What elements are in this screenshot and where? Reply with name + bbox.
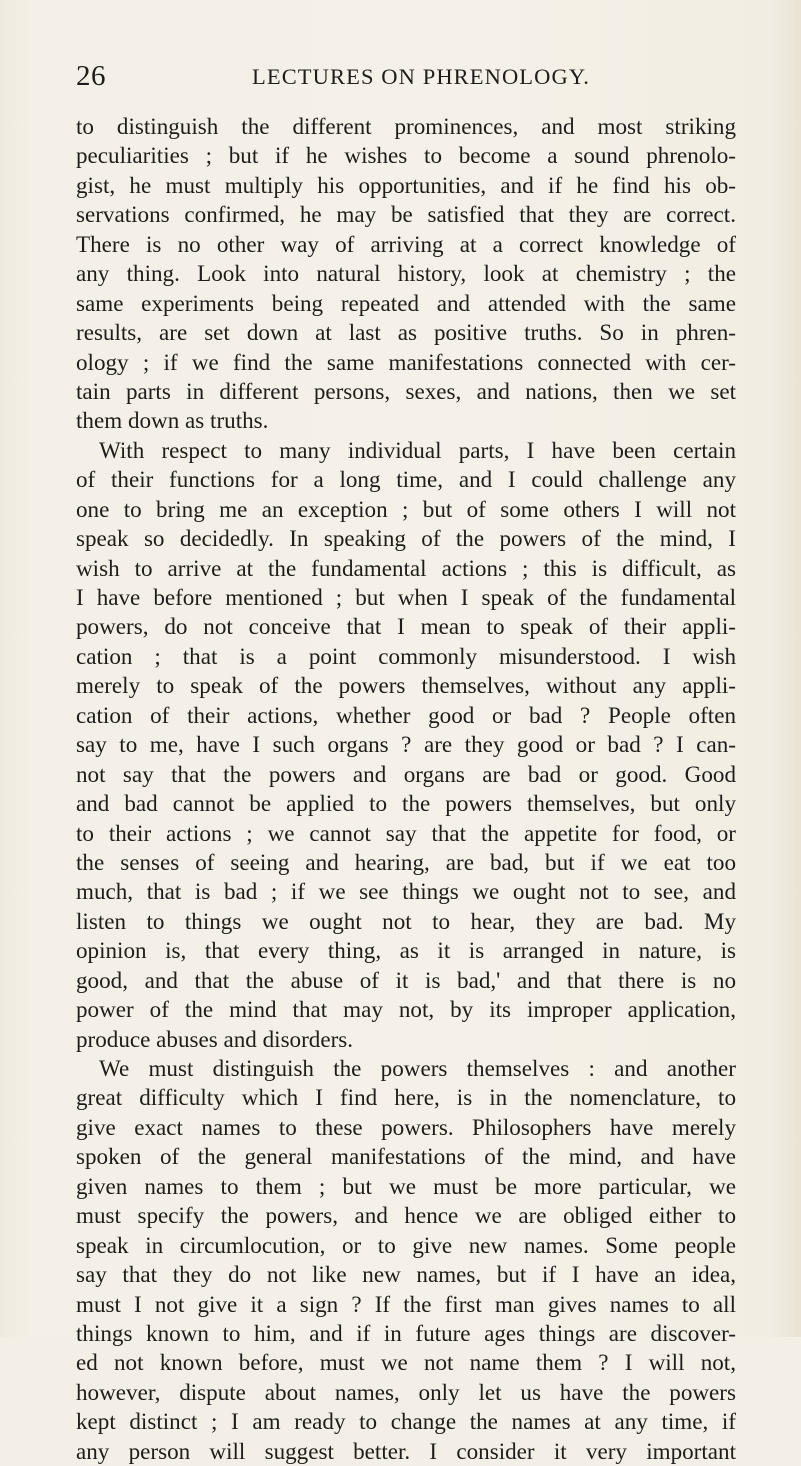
- running-title: LECTURES ON PHRENOLOGY.: [252, 64, 591, 89]
- text-line: much, that is bad ; if we see things we ought not to see, and: [76, 878, 736, 905]
- text-line: to distinguish the different prominences, and most striking: [76, 113, 736, 139]
- text-line: merely to speak of the powers themselves, without any appli-: [76, 672, 736, 699]
- text-line: same experiments being repeated and attended with the same: [76, 289, 736, 316]
- text-line: peculiarities ; but if he wishes to become a sound phrenolo-: [76, 142, 736, 169]
- text-line: speak in circumlocution, or to give new names. Some people: [76, 1231, 736, 1258]
- text-line: of their functions for a long time, and I could challenge any: [76, 466, 736, 493]
- text-line: With respect to many individual parts, I have been certain: [99, 436, 736, 463]
- text-line: things known to him, and if in future ages things are discover-: [76, 1319, 736, 1346]
- text-line: servations confirmed, he may be satisfied that they are correct.: [76, 201, 736, 228]
- page-number: 26: [76, 60, 106, 92]
- text-line: We must distinguish the powers themselves : and another: [99, 1055, 736, 1081]
- text-line: good, and that the abuse of it is bad,' and that there is no: [76, 966, 736, 993]
- text-line: ology ; if we find the same manifestations connected with cer-: [76, 348, 736, 375]
- text-line: powers, do not conceive that I mean to speak of their appli-: [76, 613, 736, 640]
- text-line: opinion is, that every thing, as it is arranged in nature, is: [76, 937, 736, 964]
- text-line: produce abuses and disorders.: [76, 1025, 354, 1052]
- text-line: any thing. Look into natural history, look at chemistry ; the: [76, 260, 736, 287]
- text-line: results, are set down at last as positive truths. So in phren-: [76, 319, 736, 346]
- text-line: power of the mind that may not, by its improper application,: [76, 996, 736, 1023]
- text-line: and bad cannot be applied to the powers themselves, but only: [76, 790, 736, 817]
- text-line: any person will suggest better. I consider it very important: [76, 1437, 736, 1464]
- text-line: kept distinct ; I am ready to change the names at any time, if: [76, 1408, 736, 1435]
- text-line: spoken of the general manifestations of the mind, and have: [76, 1143, 736, 1170]
- text-line: great difficulty which I find here, is in the nomenclature, to: [76, 1084, 736, 1111]
- text-line: tain parts in different persons, sexes, and nations, then we set: [76, 377, 736, 404]
- text-line: I have before mentioned ; but when I speak of the fundamental: [76, 584, 736, 610]
- text-line: them down as truths.: [76, 407, 269, 434]
- text-line: wish to arrive at the fundamental actions ; this is difficult, as: [76, 554, 736, 581]
- text-line: There is no other way of arriving at a correct knowledge of: [76, 230, 736, 257]
- text-line: not say that the powers and organs are bad or good. Good: [76, 760, 736, 787]
- text-line: cation ; that is a point commonly misunderstood. I wish: [76, 642, 736, 669]
- text-line: gist, he must multiply his opportunities, and if he find his ob-: [76, 171, 736, 198]
- text-line: listen to things we ought not to hear, they are bad. My: [76, 907, 736, 934]
- text-line: given names to them ; but we must be more particular, we: [76, 1172, 736, 1199]
- text-line: must specify the powers, and hence we are obliged either to: [76, 1202, 736, 1229]
- text-line: ed not known before, must we not name them ? I will not,: [76, 1349, 736, 1376]
- text-line: cation of their actions, whether good or bad ? People often: [76, 701, 736, 728]
- text-line: must I not give it a sign ? If the first man gives names to all: [76, 1290, 736, 1317]
- body-text: [76, 112, 736, 1466]
- page-header: [76, 60, 741, 100]
- text-line: one to bring me an exception ; but of some others I will not: [76, 495, 736, 522]
- text-line: say to me, have I such organs ? are they good or bad ? I can-: [76, 731, 736, 758]
- text-line: say that they do not like new names, but if I have an idea,: [76, 1261, 736, 1288]
- text-line: the senses of seeing and hearing, are bad, but if we eat too: [76, 848, 736, 875]
- text-line: speak so decidedly. In speaking of the powers of the mind, I: [76, 525, 736, 552]
- text-line: give exact names to these powers. Philosophers have merely: [76, 1113, 736, 1140]
- text-line: to their actions ; we cannot say that the appetite for food, or: [76, 819, 736, 846]
- text-line: however, dispute about names, only let us have the powers: [76, 1378, 736, 1405]
